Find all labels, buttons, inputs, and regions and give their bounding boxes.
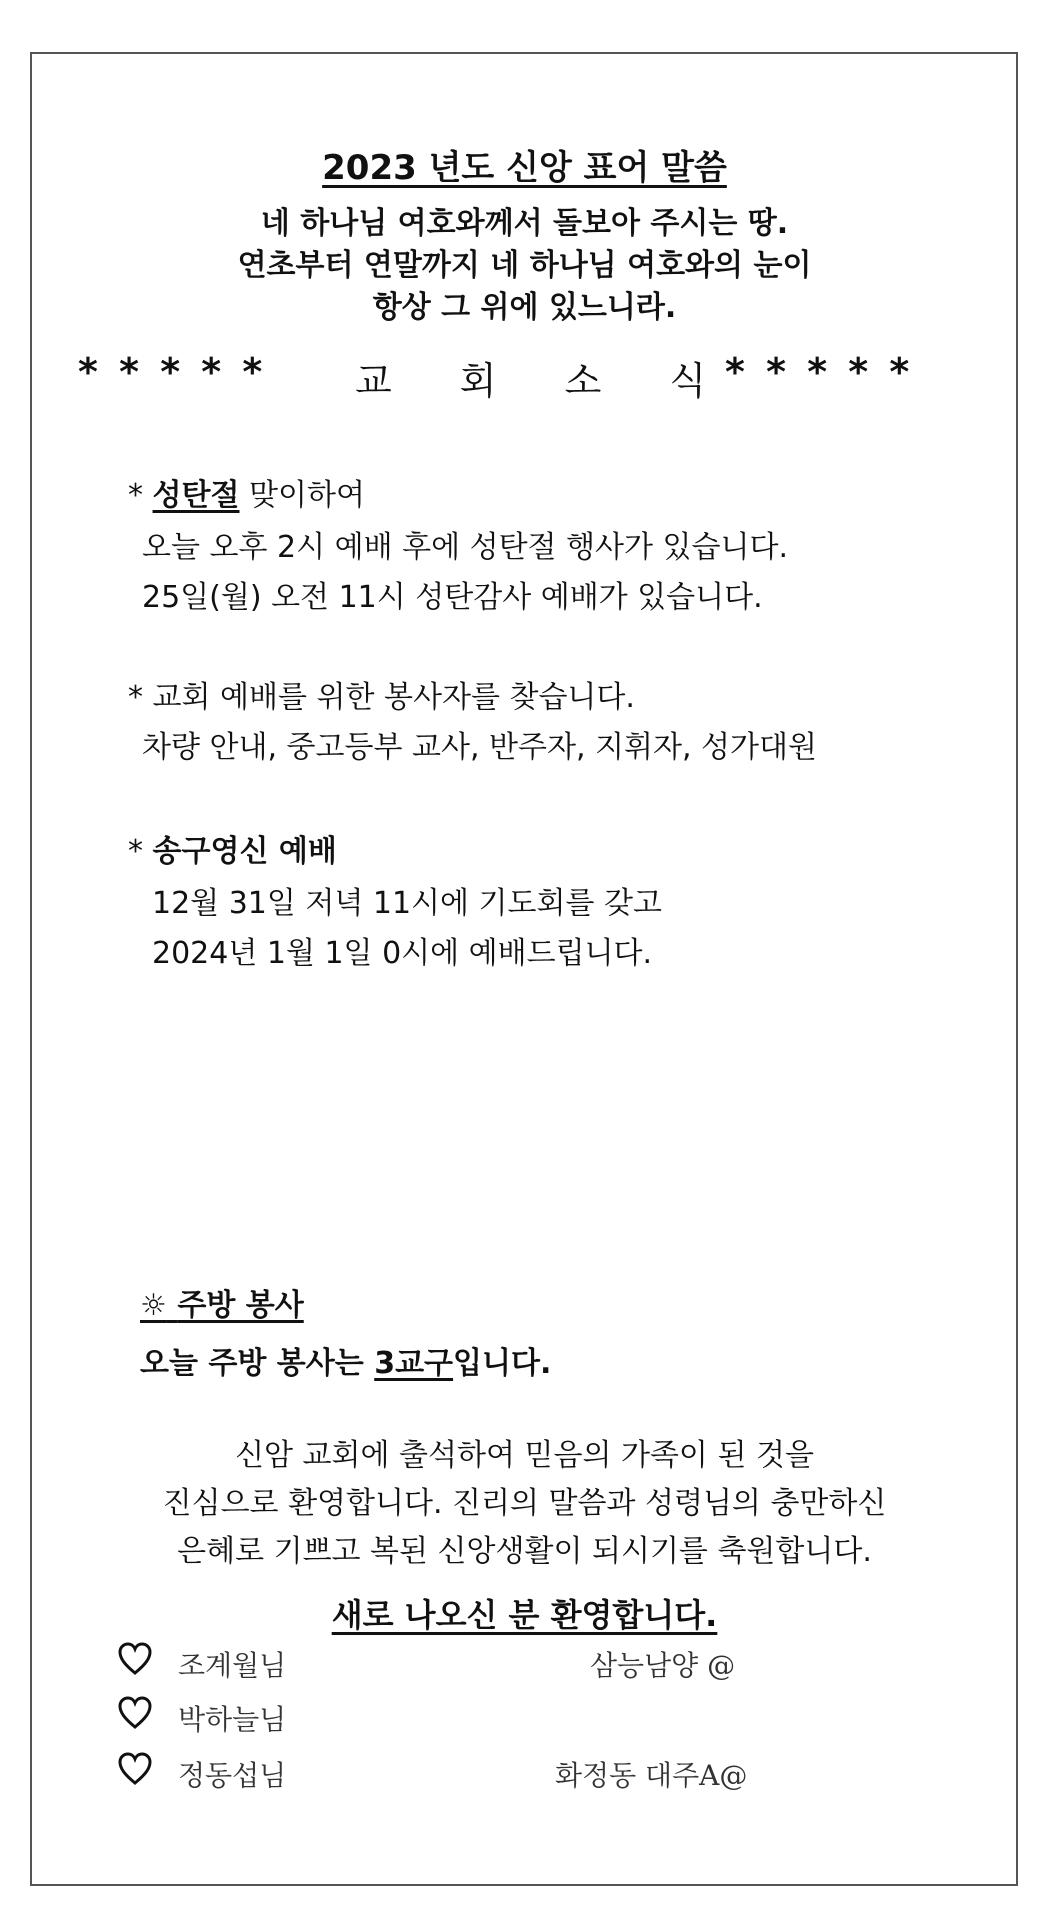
newcomer-address: 삼능남양 @ [590, 1649, 736, 1682]
news-title: 교 회 소 식 [355, 359, 711, 403]
kitchen-line-suffix: 입니다. [453, 1346, 552, 1381]
kitchen-line [140, 1338, 551, 1382]
bullet: * [128, 834, 143, 869]
newyear-line-1: 12월 31일 저녁 11시에 기도회를 갖고 [152, 886, 662, 921]
newyear-heading [128, 826, 337, 870]
news-stars-right: * * * * * [725, 350, 914, 394]
christmas-heading [128, 470, 365, 514]
bullet: * [128, 478, 143, 513]
newyear-line-2: 2024년 1월 1일 0시에 예배드립니다. [152, 936, 653, 971]
newcomers-title: 새로 나오신 분 환영합니다. [331, 1596, 718, 1634]
kitchen-heading [140, 1280, 304, 1324]
volunteers-line-1: 차량 안내, 중고등부 교사, 반주자, 지휘자, 성가대원 [142, 730, 817, 765]
christmas-title-suffix: 맞이하여 [239, 478, 365, 513]
christmas-line-1: 오늘 오후 2시 예배 후에 성탄절 행사가 있습니다. [142, 530, 788, 565]
news-stars-left: * * * * * [78, 350, 267, 394]
newcomer-name: 조계월님 [178, 1649, 287, 1682]
newcomer-name: 박하늘님 [178, 1703, 287, 1736]
newyear-title: 송구영신 예배 [152, 834, 337, 869]
kitchen-district: 3교구 [374, 1346, 454, 1381]
verse-line-3: 항상 그 위에 있느니라. [372, 290, 677, 325]
newcomer-name: 정동섭님 [178, 1759, 287, 1792]
bullet: * [128, 680, 143, 715]
welcome-line-1: 신암 교회에 출석하여 믿음의 가족이 된 것을 [235, 1438, 814, 1473]
verse-title: 2023 년도 신앙 표어 말씀 [322, 148, 727, 188]
kitchen-title: 주방 봉사 [177, 1288, 304, 1323]
heart-icon [118, 1752, 152, 1786]
christmas-line-2: 25일(월) 오전 11시 성탄감사 예배가 있습니다. [142, 580, 763, 615]
kitchen-line-prefix: 오늘 주방 봉사는 [140, 1346, 375, 1381]
heart-icon [118, 1696, 152, 1730]
heart-icon [118, 1642, 152, 1676]
welcome-line-3: 은혜로 기쁘고 복된 신앙생활이 되시기를 축원합니다. [177, 1534, 872, 1569]
christmas-title: 성탄절 [152, 478, 240, 513]
sun-icon: ☼ [140, 1288, 167, 1323]
welcome-line-2: 진심으로 환영합니다. 진리의 말씀과 성령님의 충만하신 [162, 1486, 887, 1521]
verse-line-1: 네 하나님 여호와께서 돌보아 주시는 땅. [260, 206, 789, 241]
volunteers-heading [128, 672, 635, 716]
volunteers-title: 교회 예배를 위한 봉사자를 찾습니다. [152, 680, 635, 715]
newcomer-address: 화정동 대주A@ [555, 1759, 748, 1792]
verse-line-2: 연초부터 연말까지 네 하나님 여호와의 눈이 [237, 248, 812, 283]
